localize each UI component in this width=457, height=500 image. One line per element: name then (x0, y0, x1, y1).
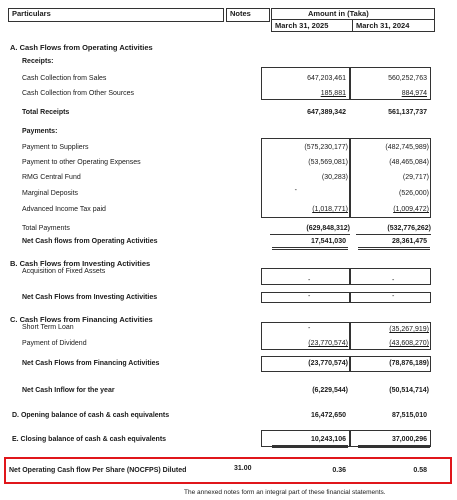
row-value-2025: 16,472,650 (310, 412, 346, 419)
section-c-title: C. Cash Flows from Financing Activities (10, 315, 153, 324)
row-label: Cash Collection from Other Sources (22, 90, 135, 97)
footer-note: The annexed notes form an integral part of these financial statements. (184, 489, 386, 496)
receipts-label: Receipts: (22, 58, 54, 65)
payments-label: Payments: (22, 128, 58, 135)
row-value-2025: (629,848,312) (306, 225, 350, 232)
row-value-2024: - (392, 277, 395, 284)
row-label: Net Cash flows from Operating Activities (22, 238, 158, 245)
investing-col2-box (350, 268, 431, 285)
row-label: Acquisition of Fixed Assets (22, 268, 106, 275)
row-value-2024: (35,267,919) (389, 326, 429, 333)
header-col2: March 31, 2024 (356, 21, 410, 30)
row-value-2025: - (308, 293, 311, 300)
double-underline (358, 445, 430, 448)
row-value-2025: (30,283) (321, 174, 348, 181)
row-value-2025: - (308, 277, 311, 284)
header-amount: Amount in (Taka) (308, 9, 369, 18)
row-value-2024: (50,514,714) (389, 387, 429, 394)
row-label: RMG Central Fund (22, 174, 81, 181)
double-underline (358, 247, 430, 250)
nocfps-label: Net Operating Cash flow Per Share (NOCFPS) Diluted (9, 467, 187, 474)
net-investing-col1-box (261, 292, 350, 303)
row-value-2024: (482,745,989) (385, 144, 429, 151)
row-value-2024: (48,465,084) (389, 159, 429, 166)
row-value-2025: 10,243,106 (310, 436, 346, 443)
rule (270, 234, 350, 235)
nocfps-value-2024: 0.58 (413, 467, 427, 474)
row-value-2025: 647,203,461 (307, 75, 346, 82)
double-underline (272, 445, 348, 448)
row-label: Short Term Loan (22, 324, 74, 331)
row-value-2024: (78,876,189) (389, 360, 429, 367)
row-value-2025: (1,018,771) (312, 206, 348, 213)
row-label: Marginal Deposits (22, 190, 79, 197)
row-label: Payment to Suppliers (22, 144, 89, 151)
row-value-2024: 561,137,737 (388, 109, 427, 116)
row-value-2024: 87,515,010 (391, 412, 427, 419)
row-value-2024: (43,608,270) (389, 340, 429, 347)
row-label: D. Opening balance of cash & cash equivalents (12, 412, 170, 419)
row-label: Total Receipts (22, 109, 70, 116)
row-value-2025: 647,389,342 (307, 109, 346, 116)
row-value-2024: 884,974 (401, 90, 427, 97)
row-value-2024: (532,776,262) (387, 225, 431, 232)
net-investing-col2-box (350, 292, 431, 303)
row-value-2025: (575,230,177) (304, 144, 348, 151)
header-col1: March 31, 2025 (275, 21, 329, 30)
row-value-2025: - (308, 325, 311, 332)
section-a-title: A. Cash Flows from Operating Activities (10, 43, 153, 52)
row-value-2025: 185,881 (320, 90, 346, 97)
row-label: Advanced Income Tax paid (22, 206, 106, 213)
row-value-2025: - (294, 187, 297, 194)
row-label: Net Cash Inflow for the year (22, 387, 115, 394)
row-value-2024: (526,000) (399, 190, 429, 197)
nocfps-value-2025: 0.36 (332, 467, 346, 474)
row-value-2024: 37,000,296 (391, 436, 427, 443)
row-value-2024: (1,009,472) (393, 206, 429, 213)
row-label: E. Closing balance of cash & cash equivalents (12, 436, 167, 443)
header-notes: Notes (230, 9, 251, 18)
row-value-2025: (23,770,574) (308, 360, 348, 367)
row-value-2025: (53,569,081) (308, 159, 348, 166)
row-label: Cash Collection from Sales (22, 75, 107, 82)
row-value-2025: 17,541,030 (310, 238, 346, 245)
row-value-2024: 560,252,763 (388, 75, 427, 82)
row-label: Payment of Dividend (22, 340, 87, 347)
rule (356, 234, 431, 235)
row-value-2025: (23,770,574) (308, 340, 348, 347)
investing-col1-box (261, 268, 350, 285)
row-label: Net Cash Flows from Investing Activities (22, 294, 158, 301)
row-label: Net Cash Flows from Financing Activities (22, 360, 160, 367)
row-label: Payment to other Operating Expenses (22, 159, 141, 166)
row-label: Total Payments (22, 225, 70, 232)
header-col-divider (352, 19, 353, 31)
row-value-2025: (6,229,544) (312, 387, 348, 394)
row-value-2024: - (392, 293, 395, 300)
row-value-2024: 28,361,475 (391, 238, 427, 245)
row-value-2024: (29,717) (402, 174, 429, 181)
section-b-title: B. Cash Flows from Investing Activities (10, 259, 151, 268)
header-particulars: Particulars (12, 9, 51, 18)
nocfps-note: 31.00 (234, 465, 252, 472)
double-underline (272, 247, 348, 250)
